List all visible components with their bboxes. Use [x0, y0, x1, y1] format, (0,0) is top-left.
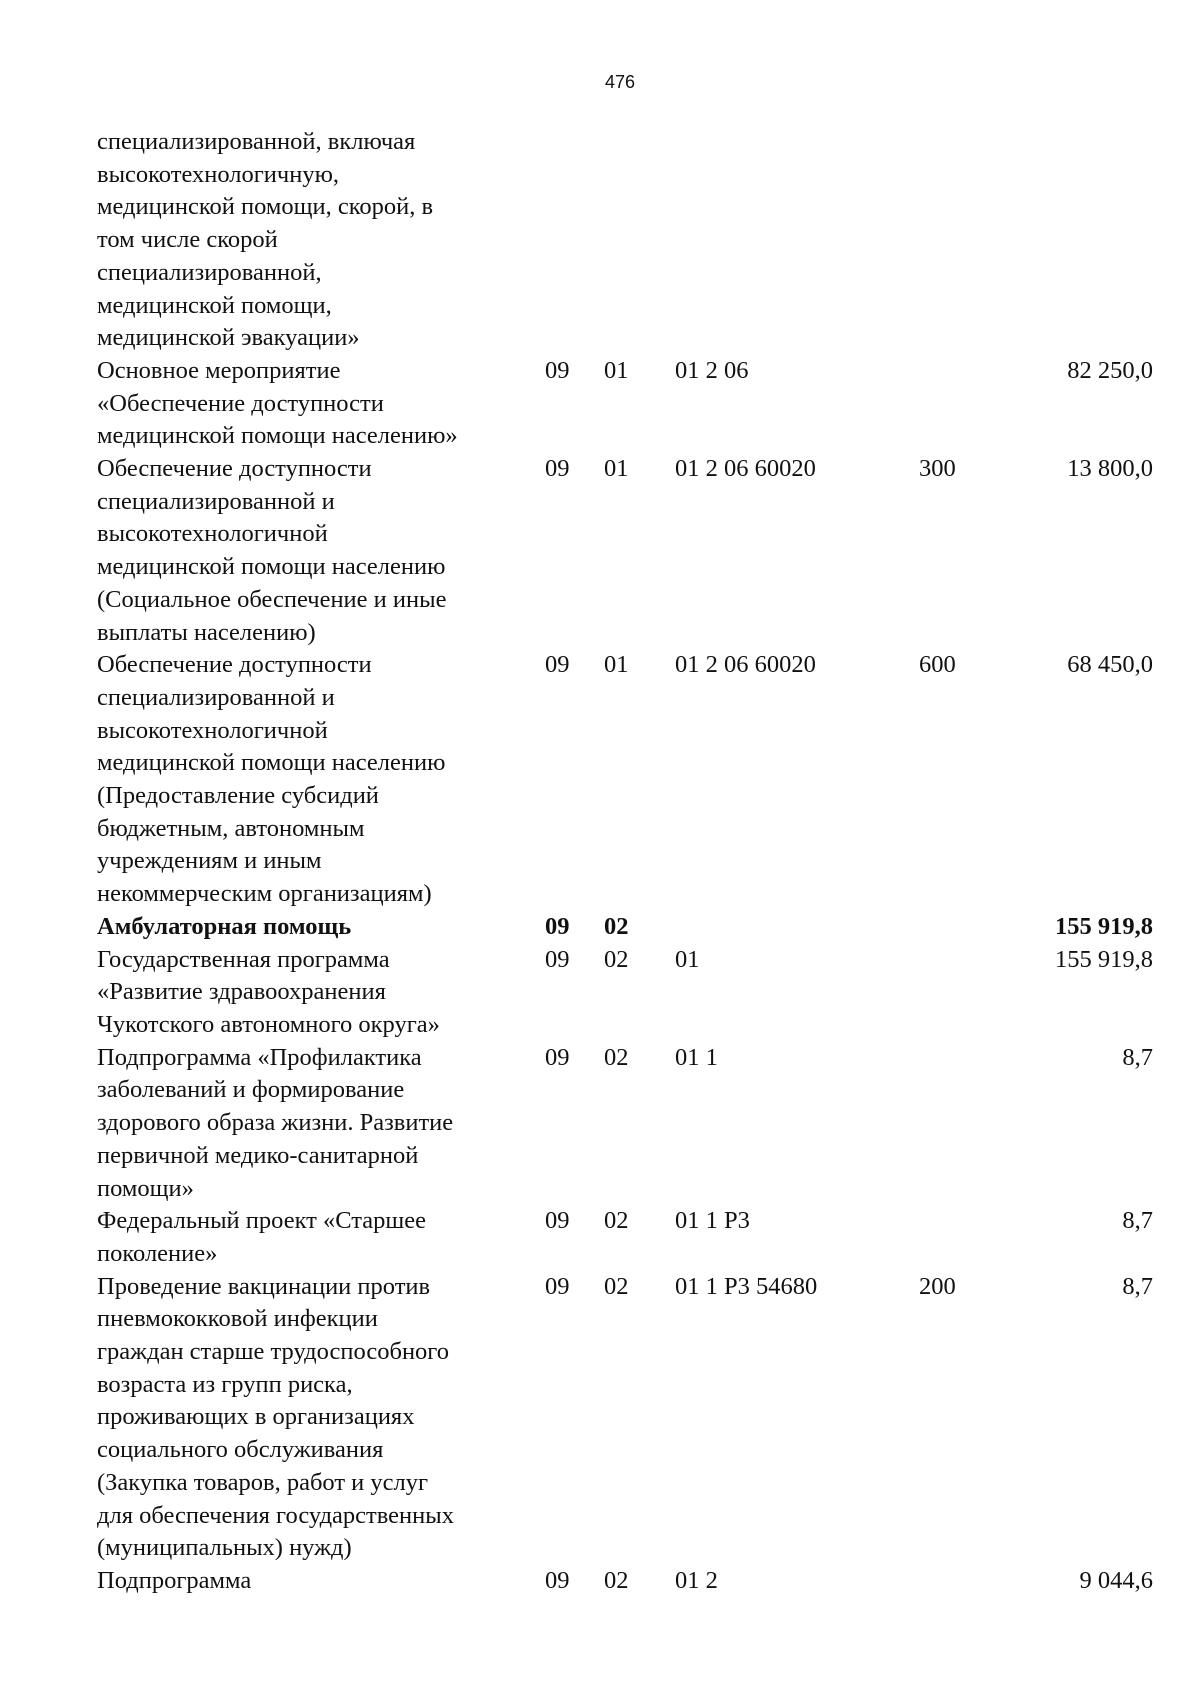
- row-subsection: 01: [604, 651, 629, 679]
- row-name-line: Подпрограмма «Профилактика: [97, 1043, 422, 1071]
- row-name-line: для обеспечения государственных: [97, 1501, 454, 1529]
- row-name-line: высокотехнологичную,: [97, 160, 340, 188]
- row-name-line: первичной медико-санитарной: [97, 1141, 419, 1169]
- row-name: [97, 1205, 545, 1270]
- row-target-code: 01 2 06 60020: [675, 651, 816, 679]
- row-name-line: высокотехнологичной: [97, 716, 328, 744]
- row-name-line: граждан старше трудоспособного: [97, 1338, 449, 1366]
- table-row: [97, 126, 1153, 355]
- row-target-code: 01 2: [675, 1566, 718, 1594]
- row-expense-type: 600: [919, 651, 956, 679]
- row-subsection: 02: [604, 1043, 629, 1071]
- row-subsection: 02: [604, 945, 629, 973]
- row-subsection: 02: [604, 1272, 629, 1300]
- row-name-line: медицинской помощи населению: [97, 749, 446, 777]
- row-section: 09: [545, 356, 570, 384]
- row-subsection: 02: [604, 1207, 629, 1235]
- row-amount: 8,7: [1122, 1207, 1153, 1235]
- table-row: [97, 453, 1153, 649]
- row-name-line: «Развитие здравоохранения: [97, 978, 386, 1006]
- row-name-line: учреждениям и иным: [97, 847, 322, 875]
- row-name-line: (муниципальных) нужд): [97, 1534, 352, 1562]
- row-name-line: медицинской помощи населению»: [97, 422, 458, 450]
- row-name-line: специализированной и: [97, 487, 335, 515]
- row-name-line: медицинской эвакуации»: [97, 324, 360, 352]
- row-subsection: 01: [604, 455, 629, 483]
- row-name-line: выплаты населению): [97, 618, 316, 646]
- table-row: [97, 1042, 1153, 1206]
- row-target-code: 01 2 06 60020: [675, 455, 816, 483]
- row-section: 09: [545, 912, 570, 940]
- row-name-line: некоммерческим организациям): [97, 880, 432, 908]
- row-amount: 8,7: [1122, 1043, 1153, 1071]
- row-target-code: 01 1: [675, 1043, 718, 1071]
- row-amount: 13 800,0: [1067, 455, 1153, 483]
- table-row: [97, 944, 1153, 1042]
- row-name: [97, 1042, 545, 1206]
- row-name-line: Основное мероприятие: [97, 356, 341, 384]
- row-amount: 155 919,8: [1055, 945, 1153, 973]
- row-name: [97, 649, 545, 911]
- row-name-line: Обеспечение доступности: [97, 455, 372, 483]
- row-target-code: 01: [675, 945, 700, 973]
- table-row: [97, 911, 1153, 944]
- row-target-code: 01 1 P3: [675, 1207, 750, 1235]
- row-name-line: специализированной,: [97, 258, 322, 286]
- row-section: 09: [545, 1043, 570, 1071]
- row-name-line: Амбулаторная помощь: [97, 912, 352, 940]
- row-subsection: 02: [604, 1566, 629, 1594]
- row-name: [97, 944, 545, 1042]
- row-name-line: заболеваний и формирование: [97, 1076, 405, 1104]
- row-name-line: (Закупка товаров, работ и услуг: [97, 1468, 429, 1496]
- row-target-code: 01 1 P3 54680: [675, 1272, 818, 1300]
- row-name: [97, 126, 545, 355]
- row-name-line: проживающих в организациях: [97, 1403, 415, 1431]
- table-row: [97, 1271, 1153, 1565]
- table-row: [97, 649, 1153, 911]
- row-subsection: 01: [604, 356, 629, 384]
- row-section: 09: [545, 1566, 570, 1594]
- row-name-line: возраста из групп риска,: [97, 1370, 353, 1398]
- row-name: [97, 1271, 545, 1565]
- row-name-line: Обеспечение доступности: [97, 651, 372, 679]
- row-name-line: медицинской помощи населению: [97, 553, 446, 581]
- row-name-line: том числе скорой: [97, 226, 278, 254]
- row-name-line: Федеральный проект «Старшее: [97, 1207, 427, 1235]
- row-name-line: Проведение вакцинации против: [97, 1272, 431, 1300]
- row-name-line: высокотехнологичной: [97, 520, 328, 548]
- row-name-line: поколение»: [97, 1239, 218, 1267]
- row-name-line: социального обслуживания: [97, 1436, 384, 1464]
- row-section: 09: [545, 651, 570, 679]
- row-subsection: 02: [604, 912, 629, 940]
- row-section: 09: [545, 1272, 570, 1300]
- row-expense-type: 300: [919, 455, 956, 483]
- budget-table: [97, 126, 1153, 1598]
- row-amount: 8,7: [1122, 1272, 1153, 1300]
- row-name: [97, 355, 545, 453]
- row-name-line: Государственная программа: [97, 945, 390, 973]
- row-name-line: пневмококковой инфекции: [97, 1305, 378, 1333]
- row-name-line: бюджетным, автономным: [97, 814, 365, 842]
- row-name-line: Подпрограмма: [97, 1566, 252, 1594]
- row-amount: 68 450,0: [1067, 651, 1153, 679]
- table-row: [97, 1205, 1153, 1270]
- table-row: [97, 355, 1153, 453]
- row-name-line: Чукотского автономного округа»: [97, 1010, 440, 1038]
- row-expense-type: 200: [919, 1272, 956, 1300]
- row-name-line: здорового образа жизни. Развитие: [97, 1109, 454, 1137]
- table-row: [97, 1565, 1153, 1598]
- row-name-line: специализированной, включая: [97, 128, 416, 155]
- row-name-line: специализированной и: [97, 683, 335, 711]
- row-section: 09: [545, 945, 570, 973]
- row-name: [97, 911, 545, 944]
- row-name-line: «Обеспечение доступности: [97, 389, 384, 417]
- row-section: 09: [545, 455, 570, 483]
- row-name: [97, 453, 545, 649]
- row-name-line: медицинской помощи, скорой, в: [97, 193, 434, 221]
- row-section: 09: [545, 1207, 570, 1235]
- page-number: 476: [604, 72, 636, 92]
- row-name-line: помощи»: [97, 1174, 194, 1202]
- row-amount: 9 044,6: [1079, 1566, 1153, 1594]
- row-name: [97, 1565, 545, 1598]
- row-target-code: 01 2 06: [675, 356, 749, 384]
- row-amount: 82 250,0: [1067, 356, 1153, 384]
- row-amount: 155 919,8: [1055, 912, 1153, 940]
- row-name-line: медицинской помощи,: [97, 291, 332, 319]
- row-name-line: (Социальное обеспечение и иные: [97, 585, 447, 613]
- row-name-line: (Предоставление субсидий: [97, 782, 379, 810]
